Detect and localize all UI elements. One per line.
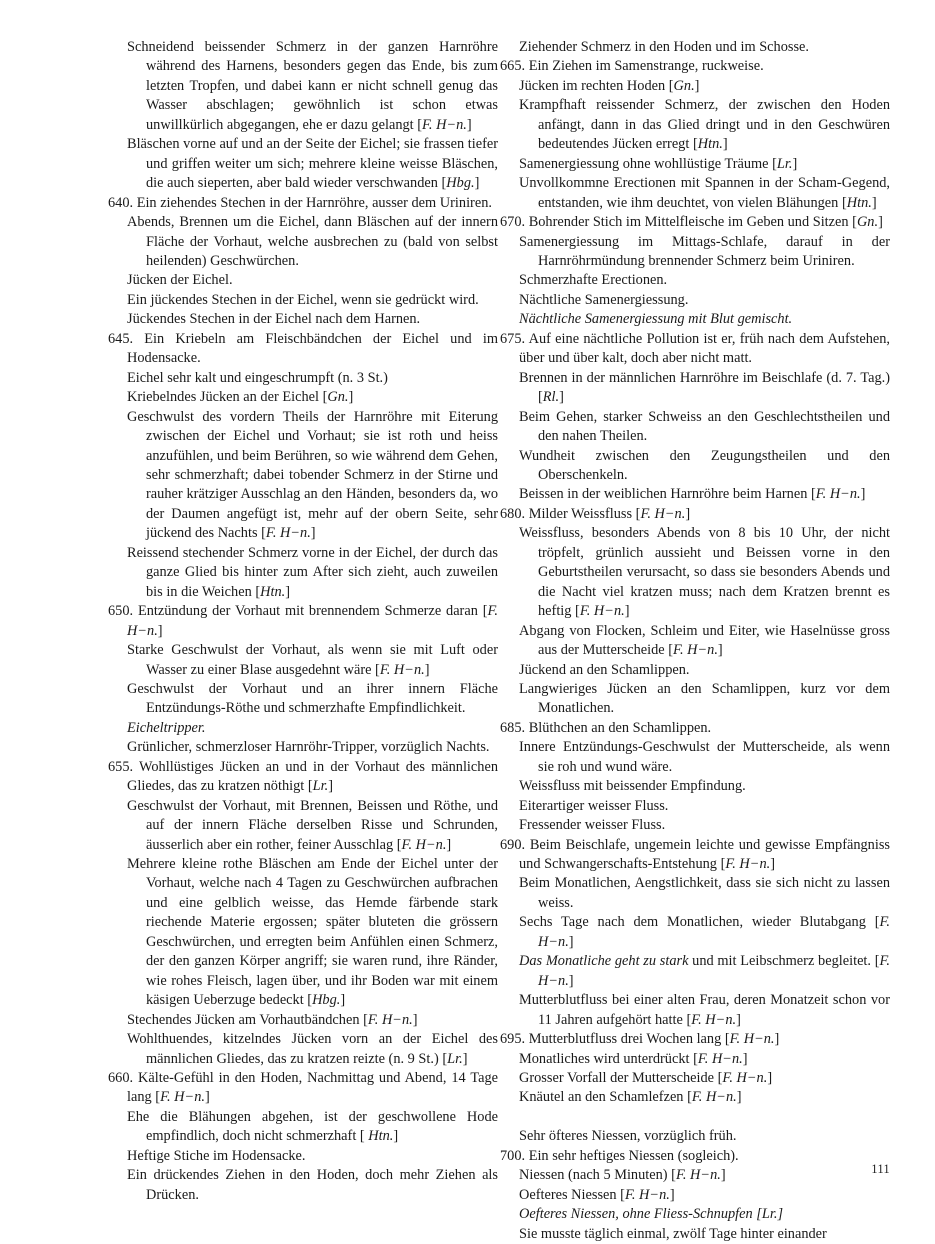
numbered-symptom-entry	[108, 330, 498, 369]
symptom-entry	[108, 855, 498, 1011]
entry-text: Jücken im rechten Hoden [Gn.]	[519, 77, 700, 94]
entry-text: Geschwulst der Vorhaut, mit Brennen, Beissen und Röthe, und auf der innern Fläche derselben Risse und Schrunden, äusserlich aber ein rother, feiner Ausschlag [F. H−n.]	[127, 797, 498, 853]
symptom-entry	[108, 291, 498, 310]
entry-text: Unvollkommne Erectionen mit Spannen in der Scham-Gegend, entstanden, wie ihm deuchtet, von vielen Blähungen [Htn.]	[519, 175, 890, 211]
symptom-entry	[500, 1127, 890, 1146]
source-sigla: Rl.	[542, 389, 560, 406]
entry-text: Schmerzhafte Erectionen.	[519, 272, 668, 289]
source-sigla: Gn.	[856, 214, 879, 231]
entry-text: Heftige Stiche im Hodensacke.	[127, 1147, 306, 1164]
entry-number: 695.	[500, 1031, 529, 1048]
entry-text: Beim Beischlafe, ungemein leichte und gewisse Empfängniss und Schwangerschafts-Entstehung [F. H−n.]	[519, 836, 890, 873]
symptom-entry	[500, 38, 890, 57]
symptom-entry	[500, 991, 890, 1030]
entry-text: Schneidend beissender Schmerz in der ganzen Harnröhre während des Harnens, besonders gegen das Ende, bis zum letzten Tropfen, und dabei kann er nicht schnell genug das Wasser abschlagen; gewöhnlich ist schon etwas unwillkürlich abgegangen, ehe er dazu gelangt [F. H−n.]	[127, 39, 498, 133]
entry-text: Geschwulst der Vorhaut und an ihrer innern Fläche Entzündungs-Röthe und schmerzhafte Empfindlichkeit.	[127, 680, 498, 717]
emphasised-symptom: Nächtliche Samenergiessung mit Blut gemischt.	[519, 311, 793, 328]
entry-text: Ziehender Schmerz in den Hoden und im Schosse.	[519, 39, 809, 55]
source-sigla: Lr.	[312, 778, 329, 795]
symptom-entry	[108, 1108, 498, 1147]
entry-text: Ein Kriebeln am Fleischbändchen der Eichel und im Hodensacke.	[127, 330, 498, 367]
entry-number: 650.	[108, 603, 138, 620]
symptom-entry	[500, 271, 890, 290]
entry-text: Stechendes Jücken am Vorhautbändchen [F. H−n.]	[127, 1011, 418, 1028]
symptom-entry	[500, 797, 890, 816]
source-sigla: F. H−n.	[579, 603, 625, 620]
source-sigla: F. H−n.	[691, 1089, 737, 1106]
source-sigla: F. H−n.	[624, 1186, 670, 1203]
source-sigla: F. H−n.	[265, 525, 311, 542]
source-sigla: Lr.	[447, 1050, 463, 1067]
symptom-entry	[500, 1069, 890, 1088]
source-sigla: Hbg.	[446, 175, 475, 192]
entry-text: Ehe die Blähungen abgehen, ist der geschwollene Hode empfindlich, doch nicht schmerzhaft [ Htn.]	[127, 1108, 498, 1145]
numbered-symptom-entry	[500, 330, 890, 369]
entry-text: Ein sehr heftiges Niessen (sogleich).	[528, 1147, 739, 1164]
source-sigla: F. H−n.	[160, 1089, 205, 1106]
entry-text: Abgang von Flocken, Schleim und Eiter, wie Haselnüsse gross aus der Mutterscheide [F. H−n.]	[519, 622, 890, 659]
symptom-entry	[500, 1166, 890, 1185]
symptom-entry	[500, 447, 890, 486]
entry-text: Samenergiessung im Mittags-Schlafe, darauf in der Harnröhrmündung brennender Schmerz beim Uriniren.	[519, 233, 890, 269]
entry-text: Grünlicher, schmerzloser Harnröhr-Tripper, vorzüglich Nachts.	[127, 739, 490, 756]
symptom-entry	[500, 291, 890, 310]
entry-number: 640.	[108, 194, 137, 211]
entry-text: Beim Gehen, starker Schweiss an den Geschlechtstheilen und den nahen Theilen.	[519, 408, 890, 445]
entry-text: Niessen (nach 5 Minuten) [F. H−n.]	[519, 1167, 726, 1184]
emphasised-symptom: Das Monatliche geht zu stark	[519, 953, 689, 970]
numbered-symptom-entry	[500, 57, 890, 76]
source-sigla: F. H−n.	[675, 1167, 721, 1184]
entry-text: Brennen in der männlichen Harnröhre im Beischlafe (d. 7. Tag.) [Rl.]	[519, 369, 890, 406]
source-sigla: F. H−n.	[538, 914, 890, 950]
numbered-symptom-entry	[500, 1147, 890, 1166]
symptom-entry	[500, 174, 890, 213]
entry-text: Krampfhaft reissender Schmerz, der zwischen den Hoden anfängt, dann in das Glied dringt und in den Geschwüren bedeutendes Jücken erregt [Htn.]	[519, 97, 890, 153]
entry-text: Eichel sehr kalt und eingeschrumpft (n. 3 St.)	[127, 369, 388, 386]
symptom-entry	[500, 816, 890, 835]
symptom-entry	[500, 913, 890, 952]
symptom-entry	[500, 1050, 890, 1069]
entry-text: Jückendes Stechen in der Eichel nach dem Harnen.	[127, 311, 421, 328]
symptom-entry	[108, 38, 498, 135]
entry-number: 655.	[108, 758, 139, 775]
numbered-symptom-entry	[500, 505, 890, 524]
source-sigla: F. H−n.	[538, 953, 890, 989]
entry-text: Milder Weissfluss [F. H−n.]	[528, 505, 691, 522]
symptom-entry	[108, 271, 498, 290]
entry-number: 665.	[500, 58, 529, 75]
entry-text: Langwieriges Jücken an den Schamlippen, kurz vor dem Monatlichen.	[519, 680, 890, 717]
symptom-entry	[500, 524, 890, 621]
numbered-symptom-entry	[108, 194, 498, 213]
entry-text: Geschwulst des vordern Theils der Harnröhre mit Eiterung zwischen der Eichel und Vorhaut; sie ist roth und heiss anzufühlen, und beim Berühren, so wie während dem Gehen, sehr schmerzhaft; dabei tobender Schmerz in der Stirne und rauher krätziger Ausschlag an den Händen, besonders da, wo der Daumen angefügt ist, mehr auf der obern Seite, sehr jückend des Nachts [F. H−n.]	[127, 408, 498, 542]
entry-number: 670.	[500, 214, 529, 231]
entry-text: Weissfluss mit beissender Empfindung.	[519, 778, 746, 795]
symptom-entry	[500, 485, 890, 504]
source-sigla: Htn.	[846, 194, 872, 211]
symptom-entry	[108, 388, 498, 407]
entry-text	[519, 1206, 783, 1222]
symptom-entry	[500, 680, 890, 719]
source-sigla: F. H−n.	[697, 1050, 743, 1067]
source-sigla: F. H−n.	[691, 1011, 737, 1028]
entry-number: 685.	[500, 719, 529, 736]
entry-text: Entzündung der Vorhaut mit brennendem Schmerze daran [F. H−n.]	[127, 603, 498, 639]
symptom-entry	[500, 77, 890, 96]
entry-text: Wohlthuendes, kitzelndes Jücken vorn an der Eichel des männlichen Gliedes, das zu kratzen reizte (n. 9 St.) [Lr.]	[127, 1031, 498, 1067]
entry-text: Fressender weisser Fluss.	[519, 817, 666, 834]
symptom-entry	[500, 1205, 890, 1224]
entry-text: Starke Geschwulst der Vorhaut, als wenn sie mit Luft oder Wasser zu einer Blase ausgedehnt wäre [F. H−n.]	[127, 642, 498, 678]
source-sigla: F. H−n.	[640, 505, 686, 522]
symptom-entry	[108, 797, 498, 855]
numbered-symptom-entry	[500, 213, 890, 232]
source-sigla: F. H−n.	[673, 642, 718, 659]
entry-number: 690.	[500, 836, 530, 853]
entry-text: Kälte-Gefühl in den Hoden, Nachmittag und Abend, 14 Tage lang [F. H−n.]	[127, 1070, 499, 1106]
symptom-entry	[500, 1225, 890, 1244]
symptom-entry	[500, 1186, 890, 1205]
entry-number: 700.	[500, 1147, 529, 1164]
numbered-symptom-entry	[108, 758, 498, 797]
symptom-entry	[108, 738, 498, 757]
source-sigla: F. H−n.	[729, 1031, 775, 1048]
entry-number: 645.	[108, 330, 145, 347]
source-sigla: F. H−n.	[815, 486, 861, 503]
source-sigla: Htn.	[697, 136, 723, 153]
entry-text: Abends, Brennen um die Eichel, dann Bläschen auf der innern Fläche der Vorhaut, welche ausbrechen zu (bald von selbst heilenden) Geschwürchen.	[127, 214, 498, 269]
section-spacer	[500, 1108, 890, 1127]
source-sigla: F. H−n.	[379, 661, 425, 678]
entry-text: Wohllüstiges Jücken an und in der Vorhaut des männlichen Gliedes, das zu kratzen nöthigt [Lr.]	[127, 758, 498, 795]
entry-text: Reissend stechender Schmerz vorne in der Eichel, der durch das ganze Glied bis hinter zum After sich zieht, auch zuweilen bis in die Weichen [Htn.]	[127, 544, 498, 600]
symptom-entry	[108, 1030, 498, 1069]
entry-text: Blüthchen an den Schamlippen.	[528, 719, 712, 736]
numbered-symptom-entry	[108, 1069, 498, 1108]
source-sigla: F. H−n.	[725, 856, 771, 873]
source-sigla: F. H−n.	[367, 1011, 413, 1028]
page-number: 111	[871, 1162, 890, 1176]
symptom-entry	[108, 719, 498, 738]
symptom-entry	[108, 1011, 498, 1030]
symptom-entry	[108, 213, 498, 271]
symptom-entry	[108, 310, 498, 329]
numbered-symptom-entry	[500, 1030, 890, 1049]
entry-text: Samenergiessung ohne wohllüstige Träume [Lr.]	[519, 155, 798, 172]
entry-text: Wundheit zwischen den Zeugungstheilen und den Oberschenkeln.	[519, 447, 890, 483]
entry-text: Sehr öfteres Niessen, vorzüglich früh.	[519, 1128, 737, 1145]
symptom-entry	[500, 310, 890, 329]
source-sigla: Lr.	[761, 1206, 778, 1223]
source-sigla: Htn.	[260, 583, 286, 600]
entry-text: Kriebelndes Jücken an der Eichel [Gn.]	[127, 389, 354, 406]
symptom-entry	[108, 544, 498, 602]
numbered-symptom-entry	[500, 719, 890, 738]
source-sigla: Gn.	[327, 389, 349, 406]
symptom-entry	[108, 680, 498, 719]
entry-text: Grosser Vorfall der Mutterscheide [F. H−n.]	[519, 1070, 773, 1087]
source-sigla: Htn.	[364, 1128, 394, 1145]
entry-text: Mehrere kleine rothe Bläschen am Ende der Eichel unter der Vorhaut, welche nach 4 Tagen zu Geschwürchen aufbrachen und eine gelblich weisse, das Hemde färbende stark riechende Materie ergossen; später bluteten die grössern Geschwürchen, und erregten beim Anfühlen einen Schmerz, der den ganzen Körper angriff; sie waren rund, ihre Ränder, wie rohes Fleisch, lagen über, und ihr Boden war mit einem käsigen Ueberzuge bedeckt [Hbg.]	[127, 856, 498, 1009]
entry-text: Bläschen vorne auf und an der Seite der Eichel; sie frassen tiefer und griffen weiter um sich; mehrere kleine weisse Bläschen, die auch sieperten, aber bald wieder verschwanden [Hbg.]	[127, 136, 498, 192]
symptom-entry	[500, 952, 890, 991]
symptom-entry	[108, 369, 498, 388]
symptom-entry	[500, 622, 890, 661]
numbered-symptom-entry	[108, 602, 498, 641]
numbered-symptom-entry	[500, 836, 890, 875]
entry-text: Ein Ziehen im Samenstrange, ruckweise.	[528, 58, 764, 75]
emphasised-symptom: Oefteres Niessen, ohne Fliess-Schnupfen [Lr.]	[519, 1206, 784, 1223]
entry-text: Beim Monatlichen, Aengstlichkeit, dass sie sich nicht zu lassen weiss.	[519, 875, 890, 911]
entry-text: Sechs Tage nach dem Monatlichen, wieder Blutabgang [F. H−n.]	[519, 914, 890, 950]
source-sigla: F. H−n.	[722, 1070, 768, 1087]
symptom-entry	[500, 233, 890, 272]
symptom-entry	[108, 135, 498, 193]
symptom-entry	[108, 641, 498, 680]
entry-text: Das Monatliche geht zu stark und mit Leibschmerz begleitet. [F. H−n.]	[519, 953, 890, 989]
entry-text: Ein jückendes Stechen in der Eichel, wenn sie gedrückt wird.	[127, 291, 479, 308]
entry-text: Bohrender Stich im Mittelfleische im Geben und Sitzen [Gn.]	[528, 214, 883, 231]
entry-text: Ein drückendes Ziehen in den Hoden, doch mehr Ziehen als Drücken.	[127, 1167, 498, 1203]
entry-text: Nächtliche Samenergiessung.	[519, 291, 689, 308]
symptom-entry	[500, 1088, 890, 1107]
source-sigla: F. H−n.	[127, 603, 498, 639]
entry-text	[519, 311, 792, 327]
entry-text: Oefteres Niessen [F. H−n.]	[519, 1186, 675, 1203]
entry-text: Ein ziehendes Stechen in der Harnröhre, ausser dem Uriniren.	[136, 194, 492, 211]
entry-text: Jückend an den Schamlippen.	[519, 661, 690, 678]
entry-text: Weissfluss, besonders Abends von 8 bis 10 Uhr, der nicht tröpfelt, grünlich aussieht und Beissen vorne in den Geburtstheilen verursacht, so dass sie besonders Abends und die Nacht viel kratzen muss; nach dem Kratzen brennt es heftig [F. H−n.]	[519, 525, 890, 620]
symptom-entry	[500, 155, 890, 174]
symptom-entry	[500, 369, 890, 408]
entry-text: Auf eine nächtliche Pollution ist er, früh nach dem Aufstehen, über und über kalt, doch aber nicht matt.	[519, 330, 890, 367]
symptom-entry	[500, 874, 890, 913]
symptom-entry	[500, 408, 890, 447]
entry-text: Innere Entzündungs-Geschwulst der Mutterscheide, als wenn sie roh und wund wäre.	[519, 739, 890, 775]
entry-text: Eiterartiger weisser Fluss.	[519, 797, 669, 814]
symptom-entry	[108, 408, 498, 544]
symptom-entry	[108, 1166, 498, 1205]
entry-text: Mutterblutfluss drei Wochen lang [F. H−n.]	[528, 1031, 780, 1048]
entry-text	[127, 720, 205, 736]
entry-text: Monatliches wird unterdrückt [F. H−n.]	[519, 1050, 748, 1067]
entry-text: Beissen in der weiblichen Harnröhre beim Harnen [F. H−n.]	[519, 486, 866, 503]
emphasised-symptom: Eicheltripper.	[127, 719, 206, 736]
entry-text: Jücken der Eichel.	[127, 272, 233, 289]
symptom-entry	[500, 738, 890, 777]
entry-number: 660.	[108, 1070, 139, 1087]
source-sigla: Hbg.	[312, 992, 341, 1009]
symptom-entry	[500, 96, 890, 154]
column-left	[108, 38, 498, 1205]
column-right	[500, 38, 890, 1244]
entry-number: 680.	[500, 505, 529, 522]
entry-text: Knäutel an den Schamlefzen [F. H−n.]	[519, 1089, 742, 1106]
source-sigla: F. H−n.	[401, 836, 447, 853]
symptom-entry	[108, 1147, 498, 1166]
symptom-entry	[500, 661, 890, 680]
symptom-entry	[500, 777, 890, 796]
source-sigla: Lr.	[776, 155, 793, 172]
entry-number: 675.	[500, 330, 529, 347]
entry-text: Mutterblutfluss bei einer alten Frau, deren Monatzeit schon vor 11 Jahren aufgehört hatte [F. H−n.]	[519, 992, 890, 1028]
source-sigla: Gn.	[673, 77, 695, 94]
source-sigla: F. H−n.	[422, 116, 467, 133]
entry-text: Sie musste täglich einmal, zwölf Tage hinter einander	[519, 1225, 827, 1242]
